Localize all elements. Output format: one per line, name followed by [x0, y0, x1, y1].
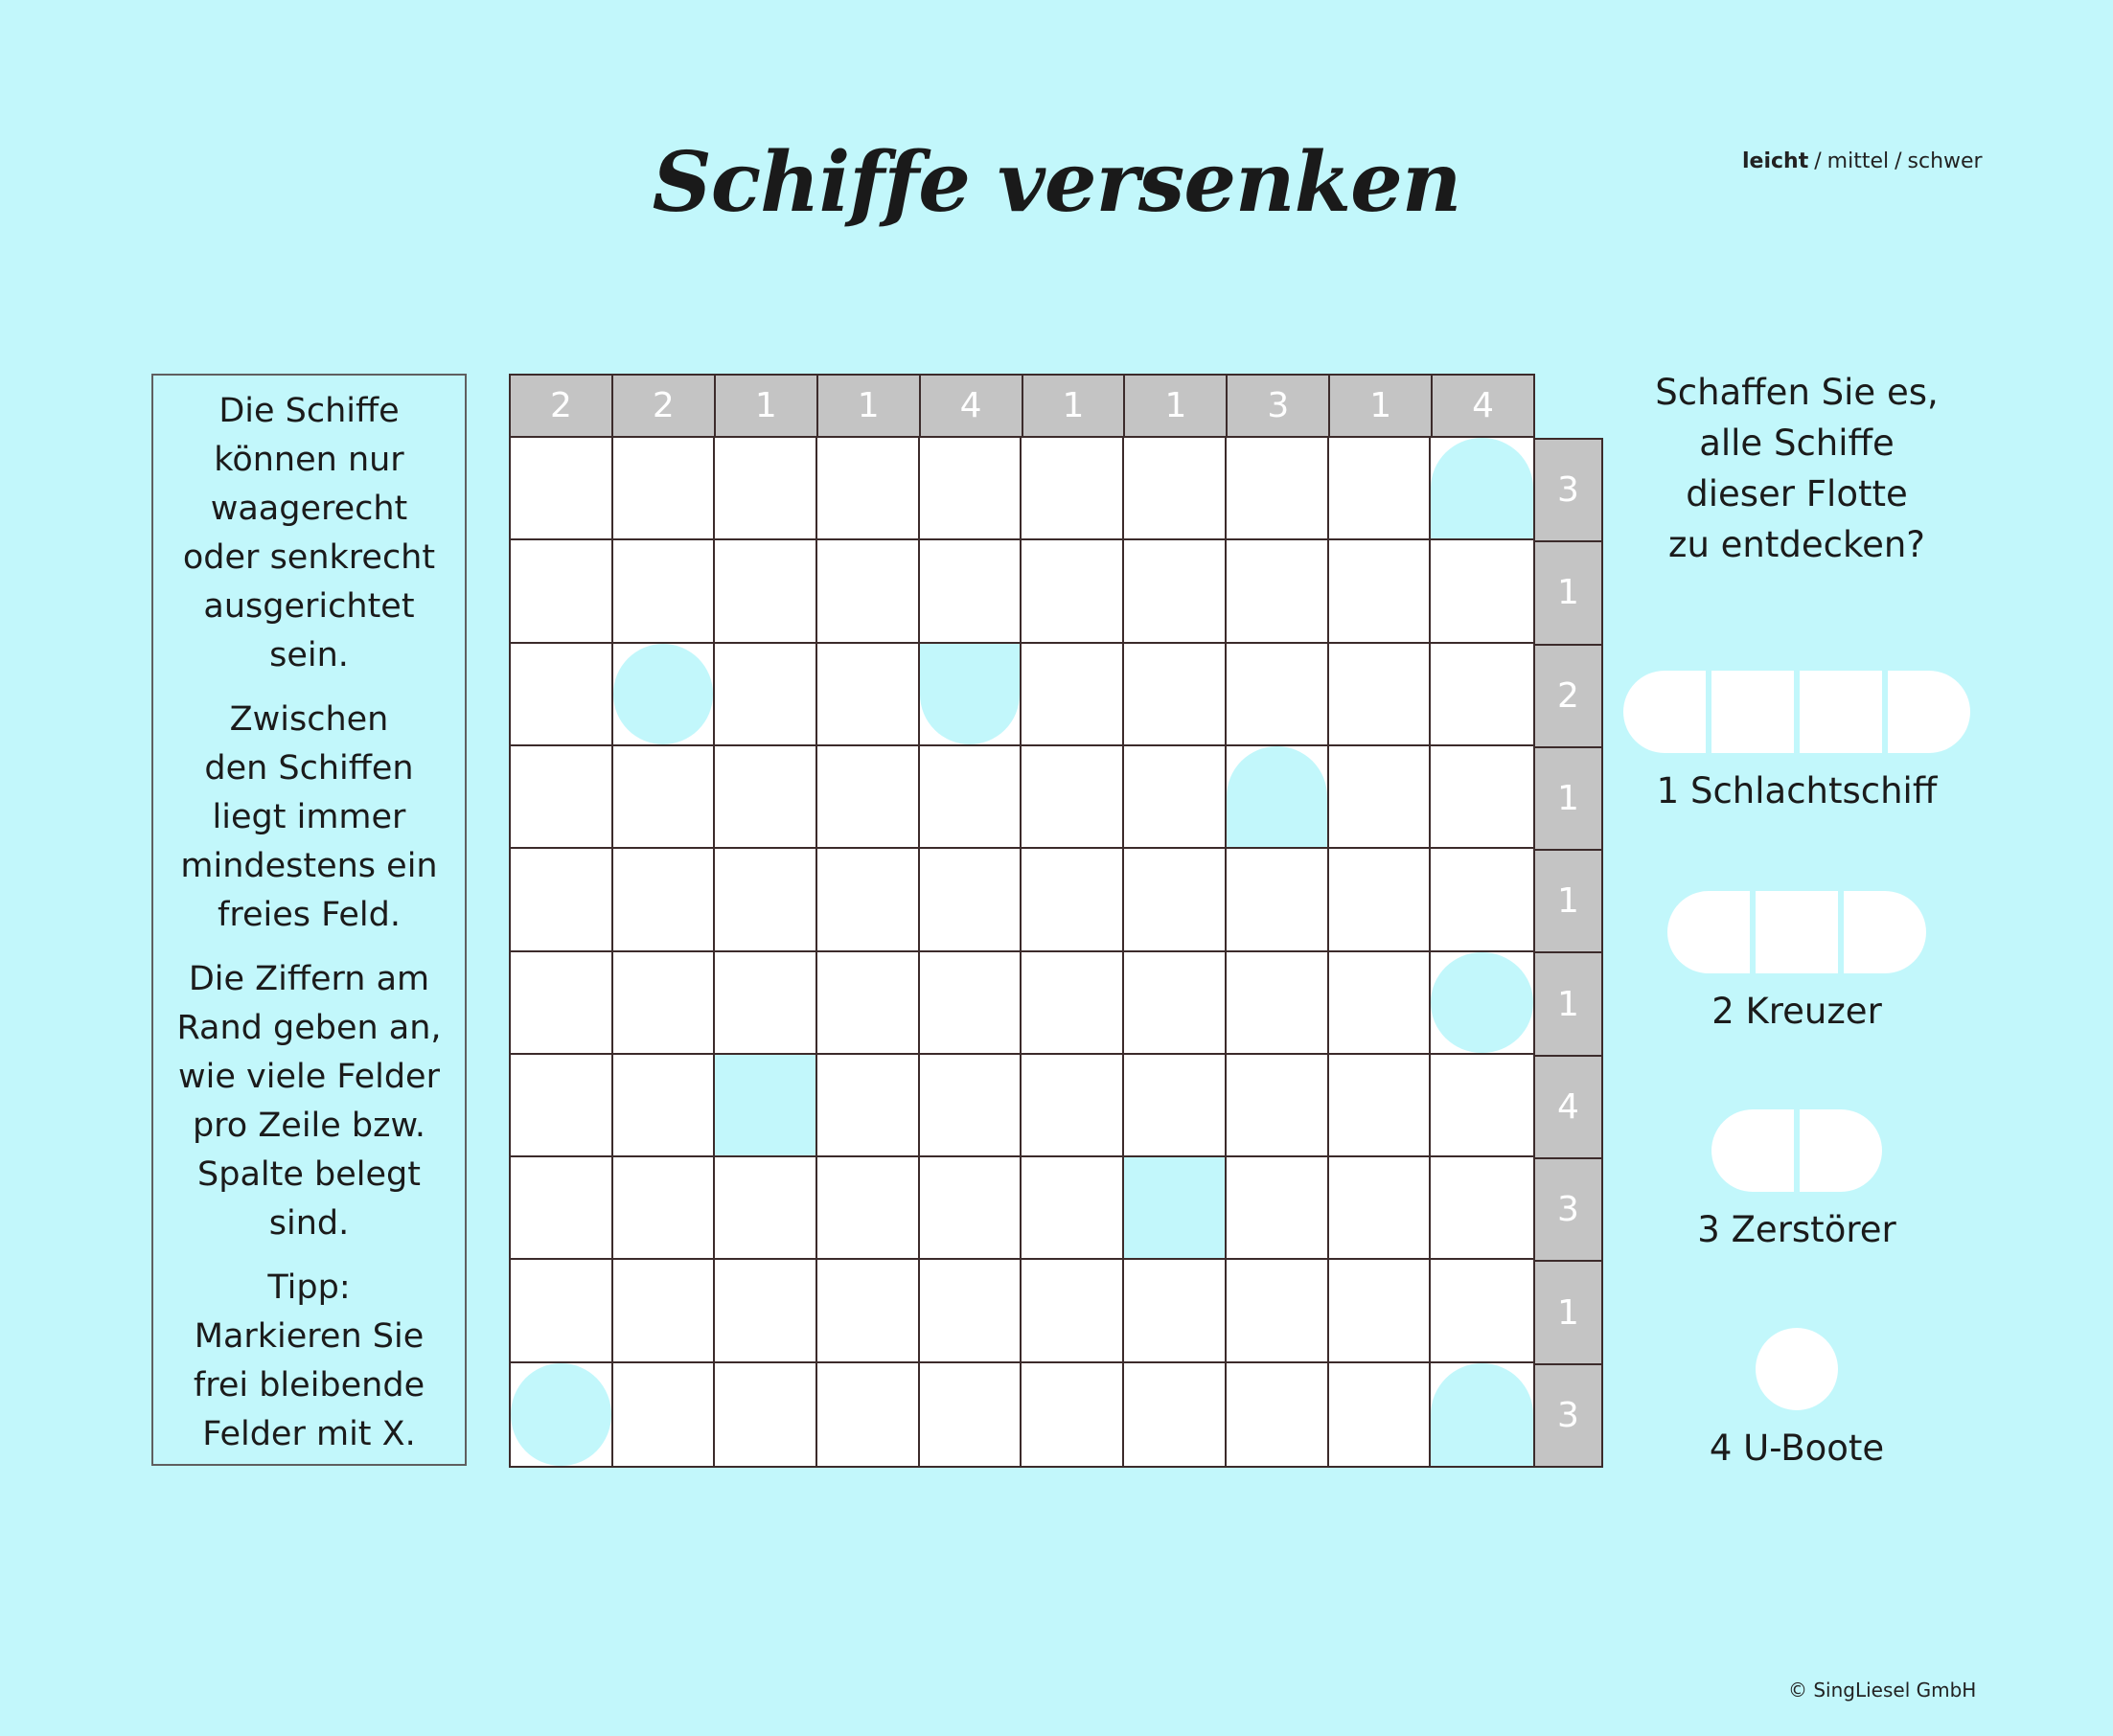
difficulty-separator: /	[1814, 149, 1822, 173]
ship-hint-circle	[511, 1363, 611, 1466]
grid-cell[interactable]	[920, 438, 1022, 540]
grid-cell[interactable]	[920, 1363, 1022, 1466]
grid-cell[interactable]	[1431, 438, 1533, 540]
grid-cell[interactable]	[1124, 1157, 1227, 1260]
row-counts	[1535, 438, 1603, 1468]
ship-segment	[1623, 671, 1706, 753]
grid-cell[interactable]	[1022, 540, 1124, 643]
grid-cell[interactable]	[715, 644, 817, 746]
ship-hint-circle	[1431, 952, 1533, 1053]
grid-cell[interactable]	[1022, 746, 1124, 849]
grid-cell[interactable]	[817, 849, 920, 951]
game-board	[509, 374, 1603, 1468]
grid-cell[interactable]	[1227, 1055, 1329, 1157]
grid-cell[interactable]	[1124, 438, 1227, 540]
grid-cell[interactable]	[1022, 1055, 1124, 1157]
rule-spacing: Zwischen den Schiffen liegt immer mindestens ein freies Feld.	[180, 700, 438, 934]
grid-cell[interactable]	[613, 438, 716, 540]
grid-cell[interactable]	[1227, 540, 1329, 643]
grid-cell[interactable]	[1022, 952, 1124, 1055]
grid-cell[interactable]	[1431, 1157, 1533, 1260]
ship-segment	[1800, 1109, 1882, 1192]
grid-cell[interactable]	[511, 438, 613, 540]
grid-cell[interactable]	[613, 746, 716, 849]
difficulty-indicator	[1742, 149, 1983, 173]
rules-panel	[151, 374, 467, 1466]
grid-cell[interactable]	[715, 849, 817, 951]
fleet-label: 4 U-Boote	[1709, 1428, 1885, 1469]
grid-cell[interactable]	[613, 1363, 716, 1466]
challenge-text: Schaffen Sie es, alle Schiffe dieser Flotte zu entdecken?	[1655, 372, 1939, 565]
grid-cell[interactable]	[511, 1260, 613, 1362]
grid-cell[interactable]	[1124, 1260, 1227, 1362]
page-title: Schiffe versenken	[652, 134, 1461, 231]
grid-cell[interactable]	[1329, 746, 1432, 849]
grid-cell[interactable]	[1124, 952, 1227, 1055]
grid-cell[interactable]	[1329, 849, 1432, 951]
column-count: 1	[1125, 376, 1228, 436]
row-count: 3	[1557, 1395, 1579, 1435]
grid-cell[interactable]	[920, 952, 1022, 1055]
grid-cell[interactable]	[511, 849, 613, 951]
fleet-label: 1 Schlachtschiff	[1656, 770, 1938, 811]
grid-cell[interactable]	[1022, 1157, 1124, 1260]
row-count: 3	[1535, 1159, 1601, 1262]
grid-cell[interactable]	[715, 438, 817, 540]
ship-segment	[1667, 891, 1750, 973]
fleet-label: 2 Kreuzer	[1711, 991, 1882, 1032]
fleet-item	[1619, 1109, 1974, 1250]
grid-cell[interactable]	[1227, 644, 1329, 746]
grid-cell[interactable]	[613, 952, 716, 1055]
grid-cell[interactable]	[920, 1157, 1022, 1260]
fleet-item	[1619, 1328, 1974, 1469]
fleet-item	[1619, 891, 1974, 1032]
row-count: 1	[1535, 953, 1601, 1056]
grid-cell[interactable]	[920, 540, 1022, 643]
row-count: 3	[1535, 440, 1601, 542]
column-count: 2	[613, 376, 716, 436]
grid-cell[interactable]	[511, 540, 613, 643]
grid-cell[interactable]	[1124, 1363, 1227, 1466]
difficulty-leicht: leicht	[1742, 149, 1809, 173]
grid-cell[interactable]	[1227, 1260, 1329, 1362]
ship-hint-end-top	[1227, 746, 1327, 847]
grid-cell[interactable]	[613, 540, 716, 643]
grid-cell[interactable]	[1022, 438, 1124, 540]
grid-cell[interactable]	[1329, 540, 1432, 643]
column-count: 4	[921, 376, 1023, 436]
grid-cell[interactable]	[817, 540, 920, 643]
ship-icon	[1623, 671, 1970, 753]
grid-cell[interactable]	[1329, 644, 1432, 746]
row-count: 1	[1535, 1262, 1601, 1364]
ship-hint-square	[715, 1055, 815, 1155]
grid-cell[interactable]	[715, 1055, 817, 1157]
grid-cell[interactable]	[1124, 746, 1227, 849]
difficulty-mittel: mittel	[1826, 149, 1890, 173]
fleet-label: 3 Zerstörer	[1697, 1209, 1896, 1250]
grid-cell[interactable]	[920, 644, 1022, 746]
difficulty-schwer: schwer	[1907, 149, 1983, 173]
column-count: 1	[818, 376, 921, 436]
ship-hint-end-top	[1431, 1363, 1533, 1466]
column-count: 1	[1330, 376, 1433, 436]
grid-cell[interactable]	[1227, 952, 1329, 1055]
difficulty-separator: /	[1895, 149, 1902, 173]
column-counts	[509, 374, 1535, 438]
grid-cell[interactable]	[715, 1260, 817, 1362]
copyright: © SingLiesel GmbH	[1788, 1679, 1977, 1702]
grid-cell[interactable]	[715, 746, 817, 849]
ship-icon	[1756, 1328, 1838, 1410]
grid-cell[interactable]	[1124, 1055, 1227, 1157]
ship-segment	[1844, 891, 1926, 973]
grid-cell[interactable]	[511, 1363, 613, 1466]
grid-cell[interactable]	[511, 1157, 613, 1260]
ship-segment	[1711, 1109, 1794, 1192]
grid-cell[interactable]	[1022, 1260, 1124, 1362]
ship-segment	[1756, 891, 1838, 973]
grid-cell[interactable]	[1124, 540, 1227, 643]
grid-cell[interactable]	[1329, 1055, 1432, 1157]
grid-cell[interactable]	[1431, 1260, 1533, 1362]
grid-cell[interactable]	[1022, 1363, 1124, 1466]
grid-cell[interactable]	[817, 644, 920, 746]
column-count: 1	[716, 376, 818, 436]
grid-cell[interactable]	[817, 1260, 920, 1362]
grid-cell[interactable]	[817, 952, 920, 1055]
grid-cell[interactable]	[511, 1055, 613, 1157]
rule-tip: Tipp: Markieren Sie frei bleibende Felder mit X.	[193, 1268, 425, 1453]
grid-cell[interactable]	[715, 952, 817, 1055]
grid-cell[interactable]	[817, 438, 920, 540]
grid-cell[interactable]	[920, 1055, 1022, 1157]
grid-cell[interactable]	[817, 1157, 920, 1260]
grid-cell[interactable]	[613, 1055, 716, 1157]
row-count: 1	[1535, 851, 1601, 953]
grid-cell[interactable]	[1329, 1157, 1432, 1260]
grid-cell[interactable]	[817, 1363, 920, 1466]
ship-segment	[1800, 671, 1882, 753]
ship-icon	[1667, 891, 1926, 973]
grid-cell[interactable]	[920, 849, 1022, 951]
grid-cell[interactable]	[715, 1363, 817, 1466]
grid-cell[interactable]	[920, 746, 1022, 849]
grid-cell[interactable]	[715, 540, 817, 643]
grid-cell[interactable]	[715, 1157, 817, 1260]
grid-cell[interactable]	[1227, 1363, 1329, 1466]
column-count: 2	[511, 376, 613, 436]
grid-cell[interactable]	[1124, 644, 1227, 746]
column-count: 1	[1023, 376, 1126, 436]
grid-cell[interactable]	[1227, 438, 1329, 540]
grid-cell[interactable]	[1431, 644, 1533, 746]
grid-cell[interactable]	[1431, 952, 1533, 1055]
ship-segment	[1711, 671, 1794, 753]
grid-cell[interactable]	[1227, 849, 1329, 951]
row-count: 1	[1535, 542, 1601, 645]
grid-cell[interactable]	[1022, 849, 1124, 951]
grid-cell[interactable]	[1329, 952, 1432, 1055]
grid-cell[interactable]	[511, 746, 613, 849]
grid-cell[interactable]	[1431, 849, 1533, 951]
grid-cell[interactable]	[1227, 1157, 1329, 1260]
grid-cell[interactable]	[511, 952, 613, 1055]
ship-icon	[1711, 1109, 1882, 1192]
fleet-item	[1619, 671, 1974, 811]
grid-cell[interactable]	[1431, 1363, 1533, 1466]
row-count: 2	[1535, 646, 1601, 748]
ship-hint-square	[1124, 1157, 1225, 1258]
grid-cell[interactable]	[613, 1260, 716, 1362]
grid-cell[interactable]	[1022, 644, 1124, 746]
grid-cell[interactable]	[613, 1157, 716, 1260]
grid-cell[interactable]	[817, 1055, 920, 1157]
ship-hint-end-bottom	[920, 644, 1021, 744]
row-count: 4	[1535, 1057, 1601, 1159]
ship-segment	[1756, 1328, 1838, 1410]
grid-cell[interactable]	[1124, 849, 1227, 951]
grid-cell[interactable]	[1329, 438, 1432, 540]
grid-cell[interactable]	[1329, 1363, 1432, 1466]
board-grid	[509, 438, 1535, 1468]
grid-cell[interactable]	[920, 1260, 1022, 1362]
grid-cell[interactable]	[613, 644, 716, 746]
grid-cell[interactable]	[1431, 746, 1533, 849]
grid-cell[interactable]	[817, 746, 920, 849]
grid-cell[interactable]	[613, 849, 716, 951]
ship-hint-end-top	[1431, 438, 1533, 538]
column-count: 3	[1228, 376, 1330, 436]
rule-orientation: Die Schiffe können nur waagerecht oder senkrecht ausgerichtet sein.	[182, 392, 436, 674]
grid-cell[interactable]	[1329, 1260, 1432, 1362]
grid-cell[interactable]	[1431, 1055, 1533, 1157]
grid-cell[interactable]	[1227, 746, 1329, 849]
row-count: 1	[1535, 748, 1601, 851]
grid-cell[interactable]	[511, 644, 613, 746]
ship-segment	[1888, 671, 1970, 753]
ship-hint-circle	[613, 644, 714, 744]
grid-cell[interactable]	[1431, 540, 1533, 643]
rule-numbers: Die Ziffern am Rand geben an, wie viele Felder pro Zeile bzw. Spalte belegt sind.	[176, 960, 442, 1243]
column-count: 4	[1472, 386, 1495, 425]
